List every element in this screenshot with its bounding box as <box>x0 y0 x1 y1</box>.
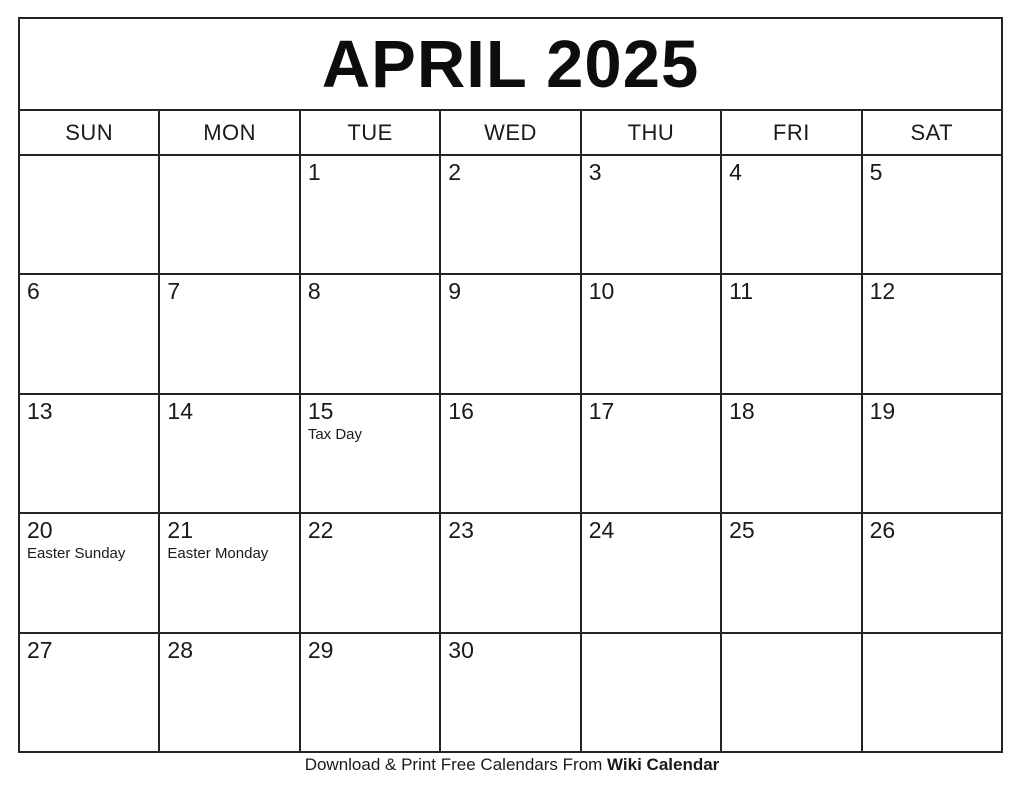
day-number: 16 <box>448 397 474 424</box>
event-label: Easter Sunday <box>27 544 126 562</box>
day-cell <box>863 514 1001 631</box>
day-cell <box>582 514 720 631</box>
day-cell <box>582 395 720 512</box>
day-cell <box>722 514 860 631</box>
calendar-grid <box>18 17 1003 753</box>
day-number: 27 <box>27 636 53 663</box>
day-number: 4 <box>729 159 742 185</box>
day-cell <box>441 156 579 273</box>
footer-text: Download & Print Free Calendars From <box>304 755 608 774</box>
day-cell <box>160 634 298 751</box>
day-cell-easter-sunday <box>20 514 158 631</box>
day-cell <box>582 156 720 273</box>
day-cell <box>20 156 158 273</box>
day-cell-tax-day <box>301 395 439 512</box>
day-number: 13 <box>27 397 53 424</box>
day-cell <box>301 634 439 751</box>
day-number: 20 <box>27 517 53 544</box>
day-number: 28 <box>167 636 194 663</box>
day-number: 18 <box>729 397 755 424</box>
day-cell-easter-monday <box>160 514 298 631</box>
day-cell <box>160 275 298 392</box>
day-number: 17 <box>588 397 615 424</box>
day-cell <box>301 275 439 392</box>
day-cell <box>20 395 158 512</box>
day-cell <box>441 275 579 392</box>
day-number: 9 <box>448 278 462 305</box>
weekday-header-fri: FRI <box>722 111 860 154</box>
day-cell <box>722 275 860 392</box>
day-cell <box>582 275 720 392</box>
day-number: 10 <box>588 278 615 305</box>
day-number: 24 <box>588 517 615 544</box>
day-cell <box>301 156 439 273</box>
event-label: Tax Day <box>307 425 363 443</box>
day-cell <box>160 395 298 512</box>
day-number: 14 <box>167 397 194 424</box>
day-number: 26 <box>869 517 896 544</box>
day-cell <box>301 514 439 631</box>
day-number: 6 <box>27 278 40 305</box>
day-cell <box>160 156 298 273</box>
weekday-header-tue: TUE <box>301 111 439 154</box>
footer <box>0 755 1024 775</box>
event-label: Easter Monday <box>167 544 269 562</box>
day-cell <box>582 634 720 751</box>
day-number: 3 <box>588 159 602 185</box>
day-cell <box>863 634 1001 751</box>
day-cell <box>20 634 158 751</box>
footer-brand: Wiki Calendar <box>607 755 720 774</box>
weekday-header-sat: SAT <box>863 111 1001 154</box>
day-cell <box>863 156 1001 273</box>
weekday-header-sun: SUN <box>20 111 158 154</box>
day-cell <box>441 514 579 631</box>
day-number: 29 <box>307 636 334 663</box>
day-number: 1 <box>307 159 321 185</box>
day-number: 15 <box>307 397 334 424</box>
day-cell <box>863 395 1001 512</box>
page-title: APRIL 2025 <box>20 19 1001 109</box>
day-cell <box>441 395 579 512</box>
weekday-header-thu: THU <box>582 111 720 154</box>
day-cell <box>722 634 860 751</box>
day-number: 2 <box>448 159 462 185</box>
day-number: 5 <box>869 159 883 185</box>
day-number: 23 <box>448 517 474 544</box>
day-number: 8 <box>307 278 321 305</box>
weekday-header-mon: MON <box>160 111 298 154</box>
day-cell <box>863 275 1001 392</box>
day-number: 30 <box>448 636 474 663</box>
day-cell <box>441 634 579 751</box>
day-number: 25 <box>729 517 755 544</box>
day-cell <box>722 156 860 273</box>
day-number: 12 <box>869 278 896 305</box>
day-number: 11 <box>729 278 754 305</box>
day-number: 19 <box>869 397 896 424</box>
day-number: 22 <box>307 517 334 544</box>
day-cell <box>722 395 860 512</box>
day-cell <box>20 275 158 392</box>
day-number: 7 <box>167 278 181 305</box>
weekday-header-wed: WED <box>441 111 579 154</box>
day-number: 21 <box>167 517 194 544</box>
